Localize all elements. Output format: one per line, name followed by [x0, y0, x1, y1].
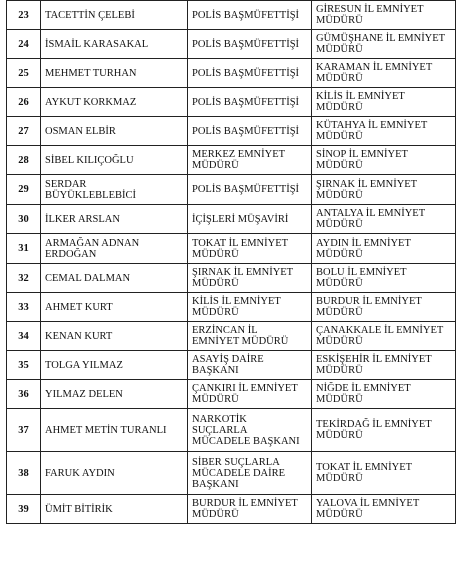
new-assignment: BOLU İL EMNİYET MÜDÜRÜ	[312, 264, 456, 293]
person-name: FARUK AYDIN	[41, 452, 188, 495]
person-name: ARMAĞAN ADNAN ERDOĞAN	[41, 234, 188, 264]
new-assignment: SİNOP İL EMNİYET MÜDÜRÜ	[312, 146, 456, 175]
table-row	[7, 351, 456, 380]
person-name: SERDAR BÜYÜKLEBLEBİCİ	[41, 175, 188, 205]
current-title: POLİS BAŞMÜFETTİŞİ	[188, 88, 312, 117]
table-row	[7, 409, 456, 452]
new-assignment: ANTALYA İL EMNİYET MÜDÜRÜ	[312, 205, 456, 234]
table-row	[7, 234, 456, 264]
appointments-table	[6, 0, 456, 524]
new-assignment: GİRESUN İL EMNİYET MÜDÜRÜ	[312, 1, 456, 30]
row-number: 37	[7, 409, 41, 452]
new-assignment: GÜMÜŞHANE İL EMNİYET MÜDÜRÜ	[312, 30, 456, 59]
table-row	[7, 452, 456, 495]
current-title: POLİS BAŞMÜFETTİŞİ	[188, 59, 312, 88]
current-title: BURDUR İL EMNİYET MÜDÜRÜ	[188, 495, 312, 524]
person-name: TACETTİN ÇELEBİ	[41, 1, 188, 30]
person-name: ÜMİT BİTİRİK	[41, 495, 188, 524]
row-number: 24	[7, 30, 41, 59]
current-title: MERKEZ EMNİYET MÜDÜRÜ	[188, 146, 312, 175]
current-title: POLİS BAŞMÜFETTİŞİ	[188, 30, 312, 59]
person-name: KENAN KURT	[41, 322, 188, 351]
person-name: AHMET KURT	[41, 293, 188, 322]
current-title: ŞIRNAK İL EMNİYET MÜDÜRÜ	[188, 264, 312, 293]
current-title: POLİS BAŞMÜFETTİŞİ	[188, 1, 312, 30]
current-title: İÇİŞLERİ MÜŞAVİRİ	[188, 205, 312, 234]
table-row	[7, 1, 456, 30]
current-title: NARKOTİK SUÇLARLA MÜCADELE BAŞKANI	[188, 409, 312, 452]
row-number: 33	[7, 293, 41, 322]
row-number: 26	[7, 88, 41, 117]
person-name: AHMET METİN TURANLI	[41, 409, 188, 452]
row-number: 35	[7, 351, 41, 380]
new-assignment: AYDIN İL EMNİYET MÜDÜRÜ	[312, 234, 456, 264]
current-title: TOKAT İL EMNİYET MÜDÜRÜ	[188, 234, 312, 264]
table-row	[7, 264, 456, 293]
table-row	[7, 205, 456, 234]
row-number: 39	[7, 495, 41, 524]
new-assignment: YALOVA İL EMNİYET MÜDÜRÜ	[312, 495, 456, 524]
table-row	[7, 380, 456, 409]
table-row	[7, 88, 456, 117]
row-number: 38	[7, 452, 41, 495]
table-row	[7, 175, 456, 205]
table-row	[7, 117, 456, 146]
row-number: 34	[7, 322, 41, 351]
current-title: KİLİS İL EMNİYET MÜDÜRÜ	[188, 293, 312, 322]
person-name: SİBEL KILIÇOĞLU	[41, 146, 188, 175]
new-assignment: KÜTAHYA İL EMNİYET MÜDÜRÜ	[312, 117, 456, 146]
current-title: ERZİNCAN İL EMNİYET MÜDÜRÜ	[188, 322, 312, 351]
row-number: 27	[7, 117, 41, 146]
table-row	[7, 293, 456, 322]
new-assignment: TEKİRDAĞ İL EMNİYET MÜDÜRÜ	[312, 409, 456, 452]
row-number: 28	[7, 146, 41, 175]
current-title: SİBER SUÇLARLA MÜCADELE DAİRE BAŞKANI	[188, 452, 312, 495]
row-number: 31	[7, 234, 41, 264]
new-assignment: NİĞDE İL EMNİYET MÜDÜRÜ	[312, 380, 456, 409]
table-row	[7, 146, 456, 175]
new-assignment: KARAMAN İL EMNİYET MÜDÜRÜ	[312, 59, 456, 88]
person-name: MEHMET TURHAN	[41, 59, 188, 88]
new-assignment: ÇANAKKALE İL EMNİYET MÜDÜRÜ	[312, 322, 456, 351]
row-number: 32	[7, 264, 41, 293]
current-title: ASAYİŞ DAİRE BAŞKANI	[188, 351, 312, 380]
table-row	[7, 59, 456, 88]
new-assignment: TOKAT İL EMNİYET MÜDÜRÜ	[312, 452, 456, 495]
person-name: CEMAL DALMAN	[41, 264, 188, 293]
current-title: POLİS BAŞMÜFETTİŞİ	[188, 117, 312, 146]
person-name: İLKER ARSLAN	[41, 205, 188, 234]
new-assignment: ŞIRNAK İL EMNİYET MÜDÜRÜ	[312, 175, 456, 205]
row-number: 30	[7, 205, 41, 234]
table-row	[7, 495, 456, 524]
person-name: YILMAZ DELEN	[41, 380, 188, 409]
row-number: 23	[7, 1, 41, 30]
current-title: POLİS BAŞMÜFETTİŞİ	[188, 175, 312, 205]
row-number: 25	[7, 59, 41, 88]
person-name: TOLGA YILMAZ	[41, 351, 188, 380]
new-assignment: KİLİS İL EMNİYET MÜDÜRÜ	[312, 88, 456, 117]
row-number: 36	[7, 380, 41, 409]
person-name: OSMAN ELBİR	[41, 117, 188, 146]
new-assignment: ESKİŞEHİR İL EMNİYET MÜDÜRÜ	[312, 351, 456, 380]
person-name: AYKUT KORKMAZ	[41, 88, 188, 117]
current-title: ÇANKIRI İL EMNİYET MÜDÜRÜ	[188, 380, 312, 409]
new-assignment: BURDUR İL EMNİYET MÜDÜRÜ	[312, 293, 456, 322]
table-row	[7, 30, 456, 59]
table-row	[7, 322, 456, 351]
row-number: 29	[7, 175, 41, 205]
person-name: İSMAİL KARASAKAL	[41, 30, 188, 59]
